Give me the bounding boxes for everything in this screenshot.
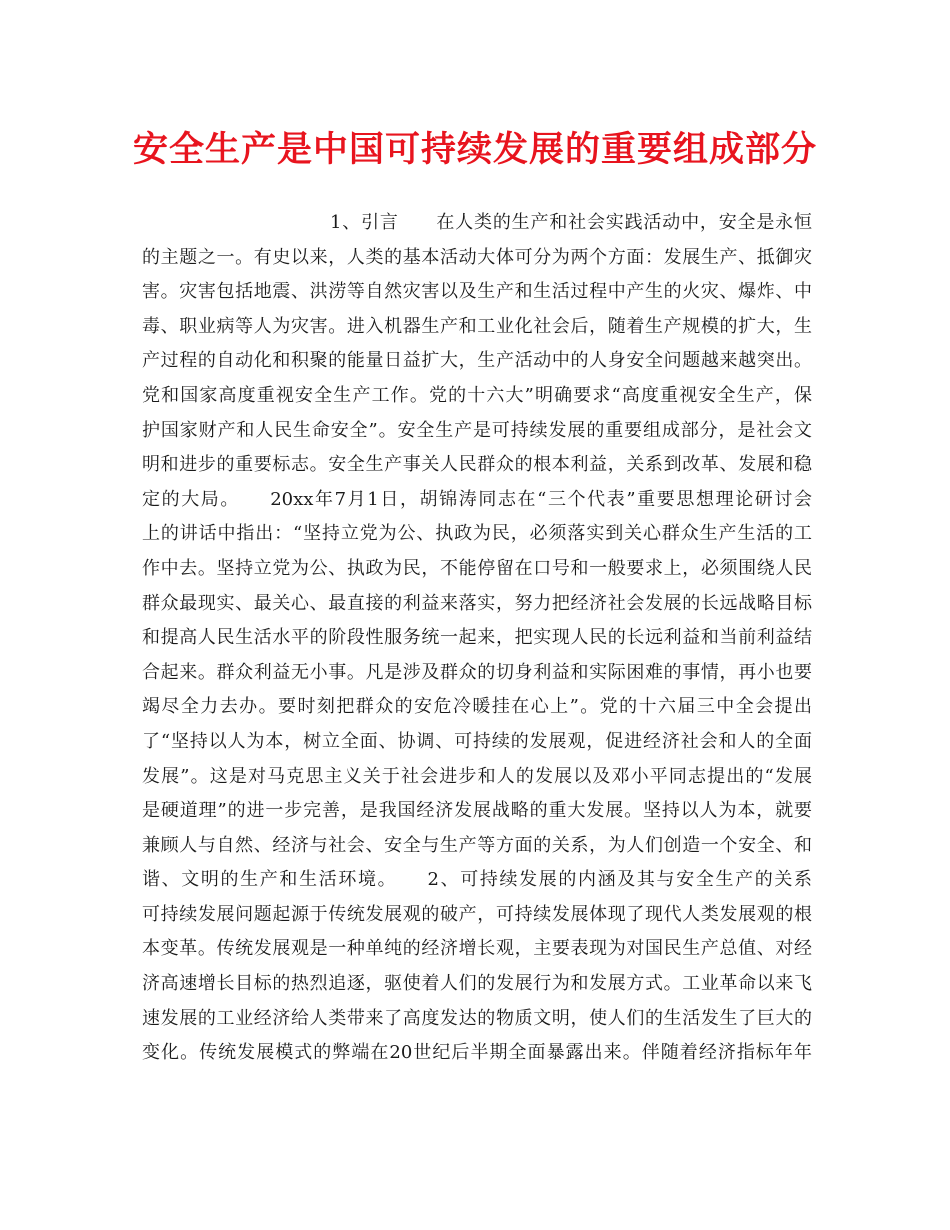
body-line: 可持续发展问题起源于传统发展观的破产，可持续发展体现了现代人类发展观的根 <box>142 903 812 925</box>
body-line: 变化。传统发展模式的弊端在20世纪后半期全面暴露出来。伴随着经济指标年年 <box>142 1042 812 1064</box>
body-line: 济高速增长目标的热烈追逐，驱使着人们的发展行为和发展方式。工业革命以来飞 <box>142 973 812 995</box>
body-line: 本变革。传统发展观是一种单纯的经济增长观，主要表现为对国民生产总值、对经 <box>142 938 812 960</box>
body-line: 群众最现实、最关心、最直接的利益来落实，努力把经济社会发展的长远战略目标 <box>142 592 812 614</box>
document-body <box>142 206 812 1071</box>
body-line: 党和国家高度重视安全生产工作。党的十六大”明确要求“高度重视安全生产，保 <box>142 384 812 406</box>
body-line: 1、引言 在人类的生产和社会实践活动中，安全是永恒 <box>330 212 812 233</box>
body-line: 上的讲话中指出：“坚持立党为公、执政为民，必须落实到关心群众生产生活的工 <box>142 523 812 545</box>
body-line: 定的大局。 20xx年7月1日，胡锦涛同志在“三个代表”重要思想理论研讨会 <box>142 488 812 510</box>
body-line: 速发展的工业经济给人类带来了高度发达的物质文明，使人们的生活发生了巨大的 <box>142 1007 812 1029</box>
body-line: 作中去。坚持立党为公、执政为民，不能停留在口号和一般要求上，必须围绕人民 <box>142 557 812 579</box>
body-line: 兼顾人与自然、经济与社会、安全与生产等方面的关系，为人们创造一个安全、和 <box>142 834 812 856</box>
body-line: 的主题之一。有史以来，人类的基本活动大体可分为两个方面：发展生产、抵御灾 <box>142 246 812 268</box>
body-line: 谐、文明的生产和生活环境。 2、可持续发展的内涵及其与安全生产的关系 <box>142 869 812 891</box>
body-line: 了“坚持以人为本，树立全面、协调、可持续的发展观，促进经济社会和人的全面 <box>142 730 812 752</box>
body-line: 护国家财产和人民生命安全”。安全生产是可持续发展的重要组成部分，是社会文 <box>142 419 812 441</box>
body-line: 产过程的自动化和积聚的能量日益扩大，生产活动中的人身安全问题越来越突出。 <box>142 350 812 372</box>
body-line: 毒、职业病等人为灾害。进入机器生产和工业化社会后，随着生产规模的扩大，生 <box>142 315 812 337</box>
body-line: 竭尽全力去办。要时刻把群众的安危冷暖挂在心上”。党的十六届三中全会提出 <box>142 696 812 718</box>
body-line: 和提高人民生活水平的阶段性服务统一起来，把实现人民的长远利益和当前利益结 <box>142 627 812 649</box>
document-title: 安全生产是中国可持续发展的重要组成部分 <box>132 129 817 170</box>
body-line: 发展”。这是对马克思主义关于社会进步和人的发展以及邓小平同志提出的“发展 <box>142 765 812 787</box>
body-line: 是硬道理”的进一步完善，是我国经济发展战略的重大发展。坚持以人为本，就要 <box>142 800 812 822</box>
body-line: 明和进步的重要标志。安全生产事关人民群众的根本利益，关系到改革、发展和稳 <box>142 454 812 476</box>
body-line: 合起来。群众利益无小事。凡是涉及群众的切身利益和实际困难的事情，再小也要 <box>142 661 812 683</box>
body-line: 害。灾害包括地震、洪涝等自然灾害以及生产和生活过程中产生的火灾、爆炸、中 <box>142 281 812 303</box>
